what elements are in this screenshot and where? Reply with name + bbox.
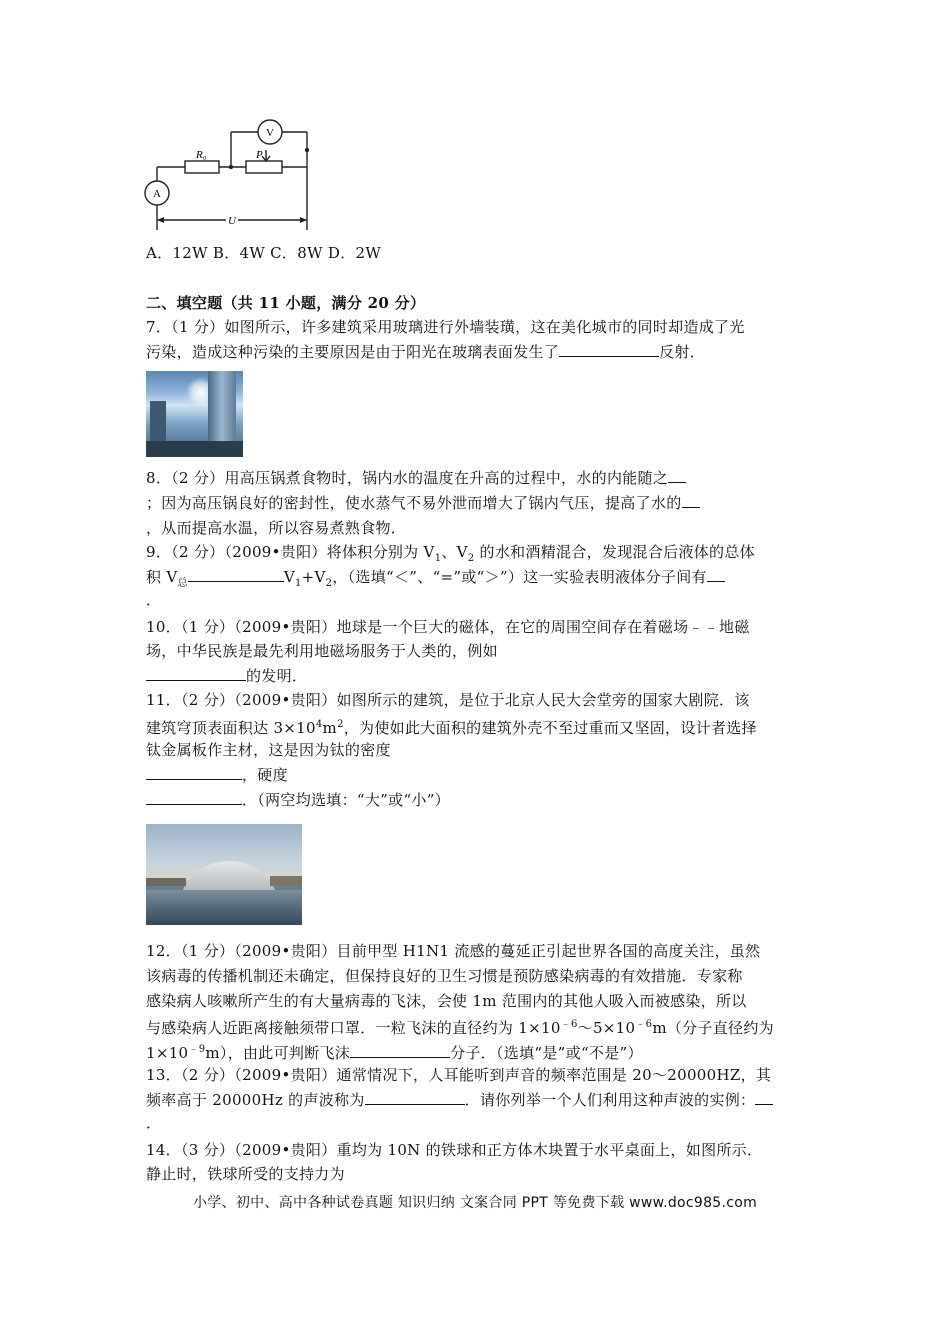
answer-blank[interactable] (682, 493, 700, 508)
answer-blank[interactable] (188, 567, 284, 582)
q11-line5: ．（两空均选填：“大”或“小”） (146, 790, 450, 810)
voltmeter-label: V (266, 127, 274, 139)
q11-line4: ，硬度 (146, 765, 288, 785)
answer-blank[interactable] (146, 790, 242, 805)
u-label: U (228, 215, 236, 227)
page-footer: 小学、初中、高中各种试卷真题 知识归纳 文案合同 PPT 等免费下载 www.doc985.com (192, 1195, 758, 1211)
q13-line3: ． (146, 1114, 162, 1132)
q8-line1: 8．（2 分）用高压锅煮食物时，锅内水的温度在升高的过程中，水的内能随之 (146, 468, 686, 488)
answer-blank[interactable] (146, 666, 246, 681)
circuit-diagram (140, 118, 320, 238)
p-label: P (256, 149, 263, 161)
q12-line3: 感染病人咳嗽所产生的有大量病毒的飞沫，会使 1m 范围内的其他人吸入而被感染，所以 (146, 992, 747, 1010)
q11-line1: 11．（2 分）（2009•贵阳）如图所示的建筑，是位于北京人民大会堂旁的国家大剧院．该 (146, 691, 750, 709)
answer-blank[interactable] (707, 567, 725, 582)
q6-options: A．12W B．4W C．8W D．2W (146, 244, 382, 262)
ammeter-label: A (153, 188, 161, 200)
answer-blank[interactable] (365, 1090, 465, 1105)
q10-line3: 的发明． (146, 666, 307, 686)
r0-label: R₀ (196, 149, 207, 161)
q11-line3: 钛金属板作主材，这是因为钛的密度 (146, 741, 391, 759)
grand-theater-photo (146, 824, 302, 925)
q14-line1: 14．（3 分）（2009•贵阳）重均为 10N 的铁球和正方体木块置于水平桌面上，如图所示． (146, 1141, 763, 1159)
q8-line3: ，从而提高水温，所以容易煮熟食物． (146, 519, 407, 537)
q7-line2: 污染，造成这种污染的主要原因是由于阳光在玻璃表面发生了 反射． (146, 343, 706, 361)
q12-line5: $1\times 10^{﹣9}m$），由此可判断飞沫 分子．（选填“是”或“不是”） (146, 1044, 643, 1062)
q13-line2: 频率高于 20000Hz 的声波称为 ．请你列举一个人们利用这种声波的实例： (146, 1090, 773, 1110)
q9-line3: ． (146, 591, 162, 609)
q10-line1: 10．（1 分）（2009•贵阳）地球是一个巨大的磁体，在它的周围空间存在着磁场﹣﹣地磁 (146, 618, 750, 636)
q12-line4: 与感染病人近距离接触须带口罩．一粒飞沫的直径约为 $1\times 10^{﹣6}\sim 5\times 10^{﹣6}m$（分子直径约为 (146, 1019, 774, 1037)
q11-line2: 建筑穹顶表面积达 $3\times 10^4m^2$，为使如此大面积的建筑外壳不至过重而又坚固，设计者选择 (146, 719, 757, 737)
q7-line1: 7．（1 分）如图所示，许多建筑采用玻璃进行外墙装璜，这在美化城市的同时却造成了光 (146, 318, 745, 336)
q12-line2: 该病毒的传播机制还未确定，但保持良好的卫生习惯是预防感染病毒的有效措施．专家称 (146, 967, 743, 985)
glass-building-photo (146, 371, 243, 457)
q14-line2: 静止时，铁球所受的支持力为 (146, 1165, 345, 1183)
answer-blank[interactable] (559, 342, 659, 357)
q10-line2: 场，中华民族是最先利用地磁场服务于人类的，例如 (146, 642, 498, 660)
q9-line2: 积 $V_总$ $V_1+V_2$，（选填“＜”、“=”或“＞”）这一实验表明液体分子间有 (146, 567, 725, 594)
answer-blank[interactable] (755, 1090, 773, 1105)
answer-blank[interactable] (668, 468, 686, 483)
section-title: 二、填空题（共 11 小题，满分 20 分） (146, 294, 426, 312)
q8-line2: ；因为高压锅良好的密封性，使水蒸气不易外泄而增大了锅内气压，提高了水的 (146, 493, 700, 513)
q13-line1: 13．（2 分）（2009•贵阳）通常情况下，人耳能听到声音的频率范围是 20～20000HZ，其 (146, 1066, 772, 1084)
q12-line1: 12．（1 分）（2009•贵阳）目前甲型 H1N1 流感的蔓延正引起世界各国的高度关注，虽然 (146, 942, 761, 960)
answer-blank[interactable] (146, 765, 242, 780)
answer-blank[interactable] (350, 1043, 450, 1058)
q9-line1: 9．（2 分）（2009•贵阳）将体积分别为 $V_1$、$V_2$ 的水和酒精混合，发现混合后液体的总体 (146, 543, 755, 564)
